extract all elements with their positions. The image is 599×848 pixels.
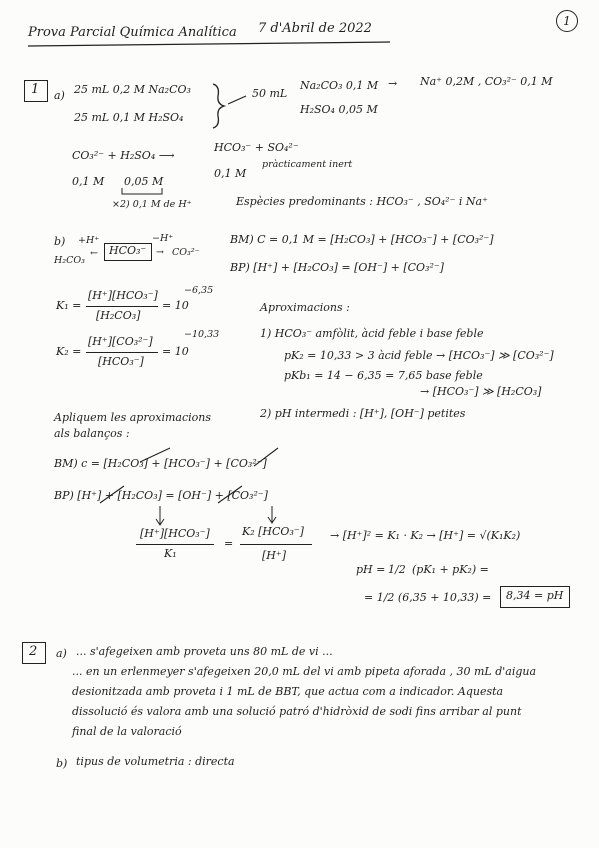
- q1-reagent-1: 25 mL 0,2 M Na₂CO₃: [74, 83, 191, 96]
- ph-result: 8,34 = pH: [506, 589, 564, 602]
- question-1-box: [24, 80, 48, 102]
- k1-numerator: [H⁺][HCO₃⁻]: [88, 289, 158, 302]
- ph-calc: = 1/2 (6,35 + 10,33) =: [364, 591, 492, 604]
- ph-result-box: [500, 586, 570, 608]
- q1-a-label: a): [54, 89, 65, 102]
- q1-b-plus-h: +H⁺: [78, 235, 100, 246]
- q1-b-scheme-box: [104, 243, 152, 261]
- q1-b-scheme-right: CO₃²⁻: [172, 247, 200, 258]
- approx-1-pkb: pKb₁ = 14 − 6,35 = 7,65 base feble: [284, 369, 483, 382]
- q2-line-5: final de la valoració: [72, 725, 182, 738]
- frac1-bar: [136, 544, 214, 545]
- q1-products: HCO₃⁻ + SO₄²⁻: [214, 141, 299, 154]
- q1-b-label: b): [54, 235, 66, 248]
- approx-1: 1) HCO₃⁻ amfòlit, àcid feble i base feble: [260, 327, 484, 340]
- k2-value: = 10: [162, 345, 189, 358]
- question-2-number: 2: [29, 644, 38, 659]
- q1-b-minus-h: −H⁺: [152, 233, 174, 244]
- frac2-denominator: [H⁺]: [262, 549, 286, 562]
- q1-conc-left-1: 0,1 M: [72, 175, 105, 188]
- q2-line-4: dissolució és valora amb una solució patró d'hidròxid de sodi fins arribar al punt: [72, 705, 522, 718]
- question-1-number: 1: [31, 82, 40, 97]
- q1-b-arrow-left: ←: [90, 248, 98, 259]
- q1-mix-line-2: H₂SO₄ 0,05 M: [300, 103, 378, 116]
- k2-lhs: K₂ =: [56, 345, 82, 358]
- k2-exponent: −10,33: [184, 329, 220, 340]
- ph-half: 1/2: [388, 563, 406, 576]
- frac2-bar: [240, 544, 312, 545]
- q2-a-label: a): [56, 647, 67, 660]
- bm-2: BM) c = [H₂CO₃] + [HCO₃⁻] + [CO₃²⁻]: [54, 457, 267, 470]
- apply-line-2: als balanços :: [54, 427, 130, 440]
- ph-lhs: pH =: [356, 563, 386, 576]
- q1-conc-left-2: 0,05 M: [124, 175, 164, 188]
- q2-line-1: ... s'afegeixen amb proveta uns 80 mL de vi ...: [76, 645, 333, 658]
- q1-conc-right: 0,1 M: [214, 167, 247, 180]
- exam-date: 7 d'Abril de 2022: [258, 21, 372, 36]
- q2-line-2: ... en un erlenmeyer s'afegeixen 20,0 mL del vi amb pipeta aforada , 30 mL d'aigua: [72, 665, 537, 678]
- exam-title: Prova Parcial Química Analítica: [28, 25, 237, 40]
- k2-numerator: [H⁺][CO₃²⁻]: [88, 335, 153, 348]
- frac1-numerator: [H⁺][HCO₃⁻]: [140, 527, 210, 540]
- q1-mix-arrow: →: [388, 77, 398, 90]
- q1-inert-note: pràcticament inert: [262, 159, 353, 170]
- approx-1-pka: pK₂ = 10,33 > 3 àcid feble → [HCO₃⁻] ≫ [CO₃²⁻]: [284, 349, 554, 362]
- q1-b-scheme-left: H₂CO₃: [54, 255, 85, 266]
- q1-species: Espècies predominants : HCO₃⁻ , SO₄²⁻ i Na⁺: [236, 195, 488, 208]
- k2-fraction-bar: [86, 352, 158, 353]
- q1-reaction: CO₃²⁻ + H₂SO₄ ⟶: [72, 149, 175, 162]
- q1-mix-line-1: Na₂CO₃ 0,1 M: [300, 79, 379, 92]
- q2-b-label: b): [56, 757, 68, 770]
- page-number-circle: [556, 10, 578, 32]
- approx-2: 2) pH intermedi : [H⁺], [OH⁻] petites: [260, 407, 466, 420]
- q1-b-arrow-right: →: [156, 247, 164, 258]
- q1-mix-volume: 50 mL: [252, 87, 288, 100]
- q1-mix-ions: Na⁺ 0,2M , CO₃²⁻ 0,1 M: [420, 75, 553, 88]
- q1-b-box-text: HCO₃⁻: [109, 244, 147, 257]
- q1-bm: BM) C = 0,1 M = [H₂CO₃] + [HCO₃⁻] + [CO₃²⁻]: [230, 233, 494, 246]
- k1-value: = 10: [162, 299, 189, 312]
- approx-1-pkb-result: → [HCO₃⁻] ≫ [H₂CO₃]: [420, 385, 542, 398]
- bp-2: BP) [H⁺] + [H₂CO₃] = [OH⁻] + [CO₃²⁻]: [54, 489, 268, 502]
- k1-fraction-bar: [86, 306, 158, 307]
- approx-title: Aproximacions :: [260, 301, 350, 314]
- ph-rhs: (pK₁ + pK₂) =: [412, 563, 489, 576]
- h-result: → [H⁺]² = K₁ · K₂ → [H⁺] = √(K₁K₂): [330, 529, 521, 542]
- k1-lhs: K₁ =: [56, 299, 82, 312]
- frac-equal: =: [224, 537, 234, 550]
- apply-line-1: Apliquem les aproximacions: [54, 411, 211, 424]
- k1-exponent: −6,35: [184, 285, 214, 296]
- question-2-box: [22, 642, 46, 664]
- frac2-numerator: K₂ [HCO₃⁻]: [242, 525, 304, 538]
- page-number: 1: [563, 14, 571, 28]
- q1-bp: BP) [H⁺] + [H₂CO₃] = [OH⁻] + [CO₃²⁻]: [230, 261, 444, 274]
- q1-reagent-2: 25 mL 0,1 M H₂SO₄: [74, 111, 184, 124]
- frac1-denominator: K₁: [164, 547, 177, 560]
- q2-line-3: desionitzada amb proveta i 1 mL de BBT, que actua com a indicador. Aquesta: [72, 685, 504, 698]
- q2-b-text: tipus de volumetria : directa: [76, 755, 235, 768]
- q1-hplus-note: ×2) 0,1 M de H⁺: [112, 199, 192, 210]
- k2-denominator: [HCO₃⁻]: [98, 355, 144, 368]
- k1-denominator: [H₂CO₃]: [96, 309, 141, 322]
